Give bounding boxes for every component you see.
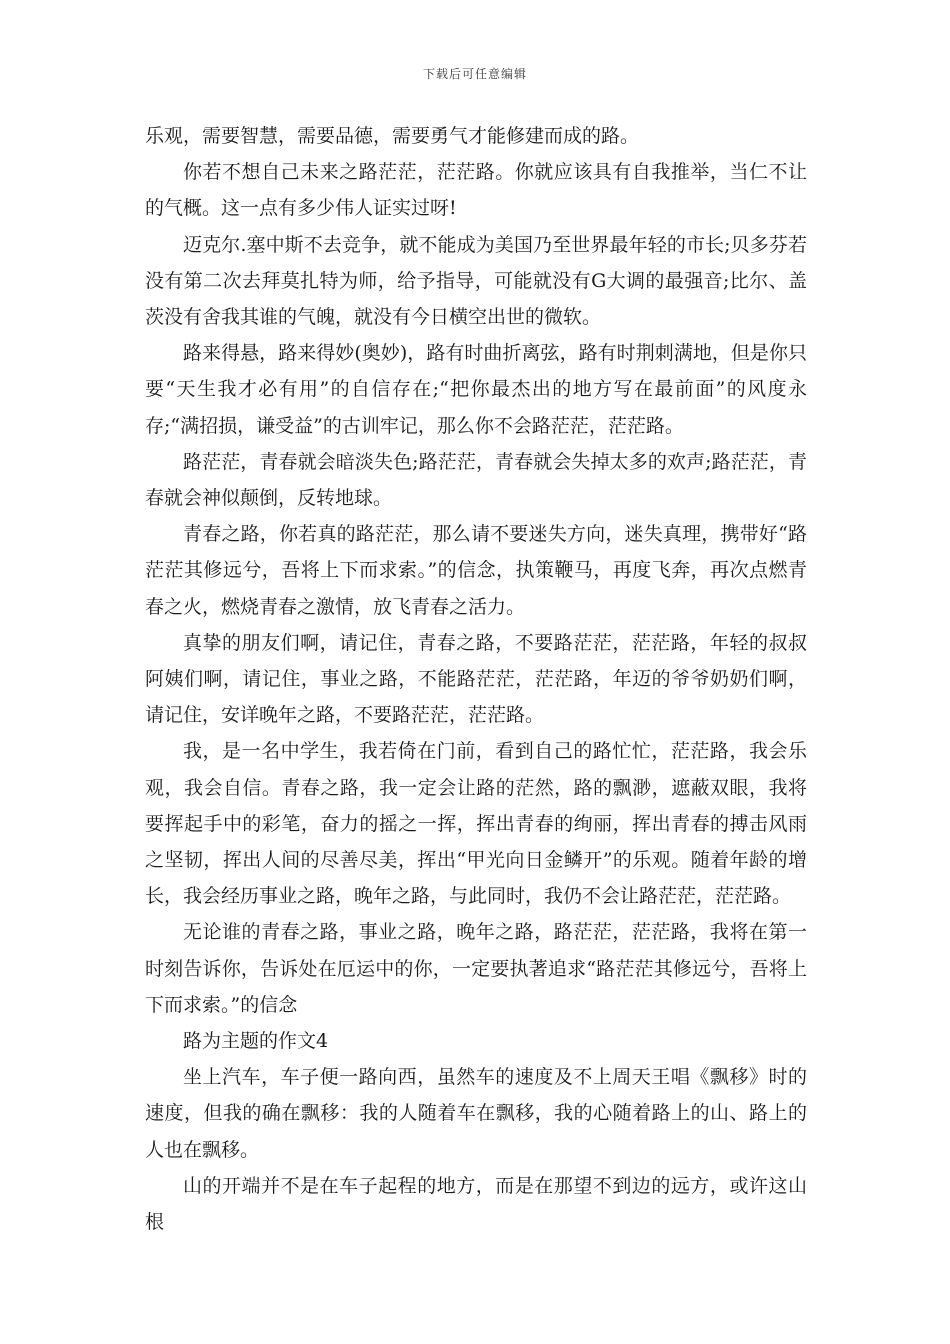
paragraph-5: 路茫茫，青春就会暗淡失色;路茫茫，青春就会失掉太多的欢声;路茫茫，青春就会神似颠倒，反转地球。 bbox=[145, 450, 807, 510]
paragraph-9: 无论谁的青春之路，事业之路，晚年之路，路茫茫，茫茫路，我将在第一时刻告诉你，告诉处在厄运中的你，一定要执著追求“路茫茫其修远兮，吾将上下而求索。”的信念 bbox=[145, 921, 807, 1016]
paragraph-3: 迈克尔.塞中斯不去竞争，就不能成为美国乃至世界最年轻的市长;贝多芬若没有第二次去拜莫扎特为师，给予指导，可能就没有G大调的最强音;比尔、盖茨没有舍我其谁的气魄，就没有今日横空出世的微软。 bbox=[145, 233, 807, 329]
paragraph-8: 我，是一名中学生，我若倚在门前，看到自己的路忙忙，茫茫路，我会乐观，我会自信。青春之路，我一定会让路的茫然，路的飘渺，遮蔽双眼，我将要挥起手中的彩笔，奋力的摇之一挥，挥出青春的绚丽，挥出青春的搏击风雨之坚韧，挥出人间的尽善尽美，挥出“甲光向日金鳞开”的乐观。随着年龄的增长，我会经历事业之路，晚年之路，与此同时，我仍不会让路茫茫，茫茫路。 bbox=[145, 740, 807, 908]
paragraph-4: 路来得悬，路来得妙(奥妙)，路有时曲折离弦，路有时荆刺满地，但是你只要“天生我才必有用”的自信存在;“把你最杰出的地方写在最前面”的风度永存;“满招损，谦受益”的古训牢记，那么你不会路茫茫，茫茫路。 bbox=[145, 342, 807, 437]
paragraph-10: 坐上汽车，车子便一路向西，虽然车的速度及不上周天王唱《飘移》时的速度，但我的确在飘移：我的人随着车在飘移，我的心随着路上的山、路上的人也在飘移。 bbox=[145, 1066, 807, 1161]
paragraph-11: 山的开端并不是在车子起程的地方，而是在那望不到边的远方，或许这山根 bbox=[145, 1174, 807, 1234]
paragraph-1: 乐观，需要智慧，需要品德，需要勇气才能修建而成的路。 bbox=[145, 125, 640, 147]
page-header: 下载后可任意编辑 bbox=[422, 67, 527, 81]
section-heading: 路为主题的作文4 bbox=[183, 1030, 329, 1053]
paragraph-7: 真挚的朋友们啊，请记住，青春之路，不要路茫茫，茫茫路，年轻的叔叔阿姨们啊，请记住，事业之路，不能路茫茫，茫茫路，年迈的爷爷奶奶们啊，请记住，安详晚年之路，不要路茫茫，茫茫路。 bbox=[145, 631, 807, 727]
document-body bbox=[145, 118, 807, 1240]
paragraph-6: 青春之路，你若真的路茫茫，那么请不要迷失方向，迷失真理，携带好“路茫茫其修远兮，吾将上下而求索。”的信念，执策鞭马，再度飞奔，再次点燃青春之火，燃烧青春之激情，放飞青春之活力。 bbox=[145, 523, 807, 618]
paragraph-2: 你若不想自己未来之路茫茫，茫茫路。你就应该具有自我推举，当仁不让的气概。这一点有多少伟人证实过呀! bbox=[145, 161, 807, 220]
